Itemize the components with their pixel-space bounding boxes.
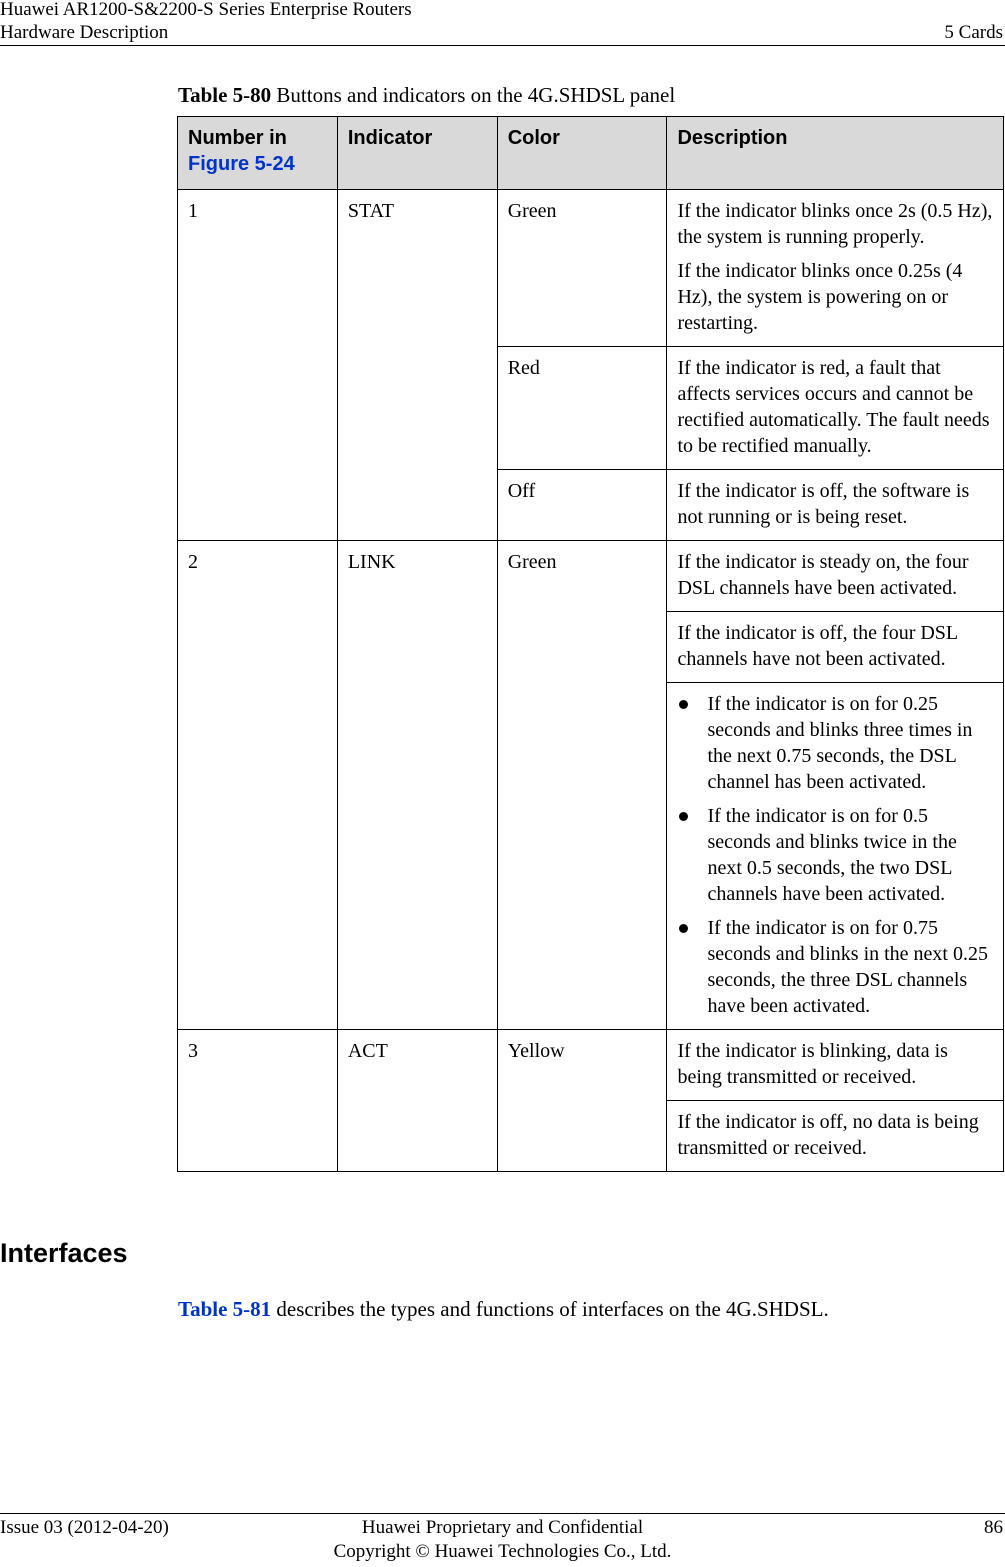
cell-description: If the indicator is off, the four DSL channels have not been activated.	[667, 612, 1004, 683]
cell-description: If the indicator is off, no data is being transmitted or received.	[667, 1101, 1004, 1172]
table-caption-text: Buttons and indicators on the 4G.SHDSL panel	[276, 83, 676, 107]
cell-indicator: ACT	[337, 1030, 497, 1172]
footer-divider	[0, 1513, 1005, 1514]
section-intro	[178, 1297, 829, 1322]
bullet-item: If the indicator is on for 0.5 seconds and blinks twice in the next 0.5 seconds, the two DSL channels have been activated.	[677, 803, 993, 907]
header-chapter: 5 Cards	[944, 22, 1003, 43]
bullet-item: If the indicator is on for 0.75 seconds and blinks in the next 0.25 seconds, the three DSL channels have been activated.	[677, 915, 993, 1019]
cell-indicator: LINK	[337, 541, 497, 1030]
cell-indicator: STAT	[337, 190, 497, 541]
figure-link[interactable]: Figure 5-24	[188, 153, 295, 175]
table-caption-label: Table 5-80	[178, 83, 272, 107]
table-row	[178, 190, 1004, 347]
cell-color: Off	[497, 470, 667, 541]
table-header-row	[178, 117, 1004, 190]
cell-description: If the indicator is blinking, data is being transmitted or received.	[667, 1030, 1004, 1101]
header-document-title: Hardware Description	[0, 22, 169, 43]
table-caption	[178, 83, 675, 108]
footer-confidential: Huawei Proprietary and Confidential	[361, 1517, 644, 1538]
cell-color: Red	[497, 347, 667, 470]
section-intro-text: describes the types and functions of interfaces on the 4G.SHDSL.	[271, 1297, 829, 1321]
description-paragraph: If the indicator blinks once 0.25s (4 Hz), the system is powering on or restarting.	[677, 260, 963, 334]
table-row	[178, 541, 1004, 612]
cell-description: If the indicator is steady on, the four DSL channels have been activated.	[667, 541, 1004, 612]
header-product-title: Huawei AR1200-S&2200-S Series Enterprise Routers	[0, 0, 412, 20]
footer-issue: Issue 03 (2012-04-20)	[0, 1517, 169, 1538]
cell-number: 1	[178, 190, 338, 541]
footer-copyright: Copyright © Huawei Technologies Co., Ltd.	[333, 1541, 672, 1562]
section-heading: Interfaces	[0, 1238, 128, 1268]
description-paragraph: If the indicator blinks once 2s (0.5 Hz), the system is running properly.	[677, 200, 993, 248]
header-color: Color	[497, 117, 667, 190]
cell-description: If the indicator is off, the software is not running or is being reset.	[667, 470, 1004, 541]
indicator-table	[177, 116, 1004, 1172]
cell-number: 2	[178, 541, 338, 1030]
cell-description	[667, 190, 1004, 347]
cell-color: Green	[497, 541, 667, 1030]
header-divider	[0, 45, 1005, 46]
cell-color: Green	[497, 190, 667, 347]
footer-center	[0, 1516, 1005, 1564]
header-description: Description	[667, 117, 1004, 190]
bullet-item: If the indicator is on for 0.25 seconds and blinks three times in the next 0.75 seconds, the DSL channel has been activated.	[677, 691, 993, 795]
cell-description: If the indicator is red, a fault that affects services occurs and cannot be rectified automatically. The fault needs to be rectified manually.	[667, 347, 1004, 470]
table-reference-link[interactable]: Table 5-81	[178, 1297, 272, 1321]
table-row	[178, 1030, 1004, 1101]
header-indicator: Indicator	[337, 117, 497, 190]
cell-description	[667, 683, 1004, 1030]
header-number: Number in Figure 5-24	[178, 117, 338, 190]
cell-number: 3	[178, 1030, 338, 1172]
footer-page-number: 86	[984, 1517, 1003, 1538]
cell-color: Yellow	[497, 1030, 667, 1172]
